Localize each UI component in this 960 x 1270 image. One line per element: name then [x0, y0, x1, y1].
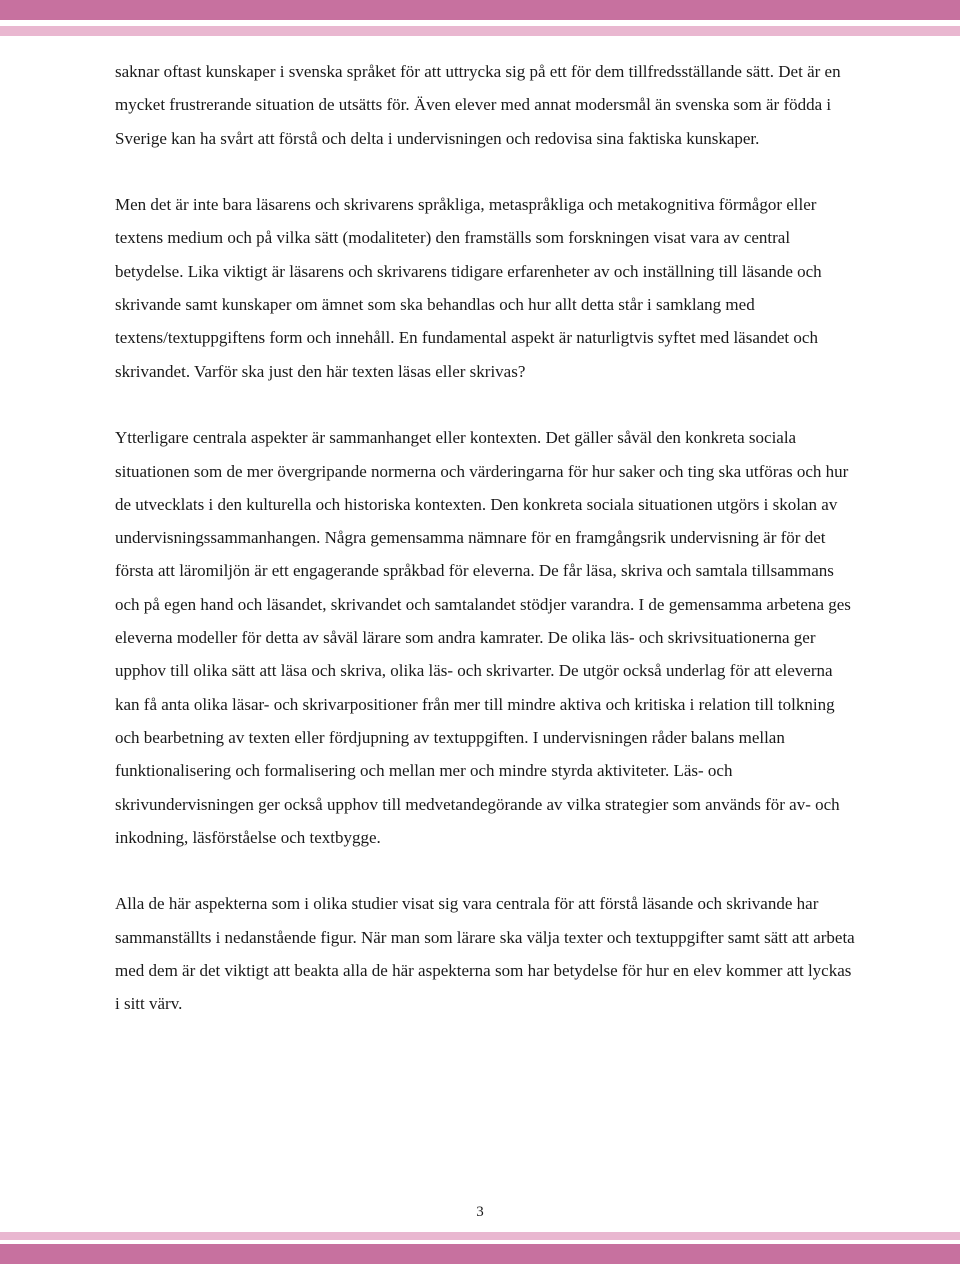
footer-band-dark	[0, 1244, 960, 1264]
paragraph-1: saknar oftast kunskaper i svenska språket för att uttrycka sig på ett för dem tillfredsställande sätt. Det är en mycket frustrerande situation de utsätts för. Även elever med annat modersmål än svenska som är födda i Sverige kan ha svårt att förstå och delta i undervisningen och redovisa sina faktiska kunskaper.	[115, 62, 841, 148]
footer-band-light	[0, 1232, 960, 1240]
page-number: 3	[476, 1204, 484, 1220]
header-band-light	[0, 26, 960, 36]
paragraph-3: Ytterligare centrala aspekter är sammanhanget eller kontexten. Det gäller såväl den konkreta sociala situationen som de mer övergripande normerna och värderingarna för hur saker och ting ska utföras och hur de utvecklats i den kulturella och historiska kontexten. Den konkreta sociala situationen utgörs i skolan av undervisningssammanhangen. Några gemensamma nämnare för en framgångsrik undervisning är för det första att läromiljön är ett engagerande språkbad för eleverna. De får läsa, skriva och samtala tillsammans och på egen hand och läsandet, skrivandet och samtalandet stödjer varandra. I de gemensamma arbetena ges eleverna modeller för detta av såväl lärare som andra kamrater. De olika läs- och skrivsituationerna ger upphov till olika sätt att läsa och skriva, olika läs- och skrivarter. De utgör också underlag för att eleverna kan få anta olika läsar- och skrivarpositioner från mer till mindre aktiva och kritiska i relation till tolkning och bearbetning av texten eller fördjupning av textuppgiften. I undervisningen råder balans mellan funktionalisering och formalisering och mellan mer och mindre styrda aktiviteter. Läs- och skrivundervisningen ger också upphov till medvetandegörande av vilka strategier som används för av- och inkodning, läsförståelse och textbygge.	[115, 428, 851, 847]
header-band-dark	[0, 0, 960, 20]
page-body	[115, 55, 855, 1054]
paragraph-4: Alla de här aspekterna som i olika studier visat sig vara centrala för att förstå läsande och skrivande har sammanställts i nedanstående figur. När man som lärare ska välja texter och textuppgifter samt sätt att arbeta med dem är det viktigt att beakta alla de här aspekterna som har betydelse för hur en elev kommer att lyckas i sitt värv.	[115, 894, 855, 1014]
paragraph-2: Men det är inte bara läsarens och skrivarens språkliga, metaspråkliga och metakognitiva förmågor eller textens medium och på vilka sätt (modaliteter) den framställs som forskningen visat vara av central betydelse. Lika viktigt är läsarens och skrivarens tidigare erfarenheter av och inställning till läsande och skrivande samt kunskaper om ämnet som ska behandlas och hur allt detta står i samklang med textens/textuppgiftens form och innehåll. En fundamental aspekt är naturligtvis syftet med läsandet och skrivandet. Varför ska just den här texten läsas eller skrivas?	[115, 195, 822, 381]
